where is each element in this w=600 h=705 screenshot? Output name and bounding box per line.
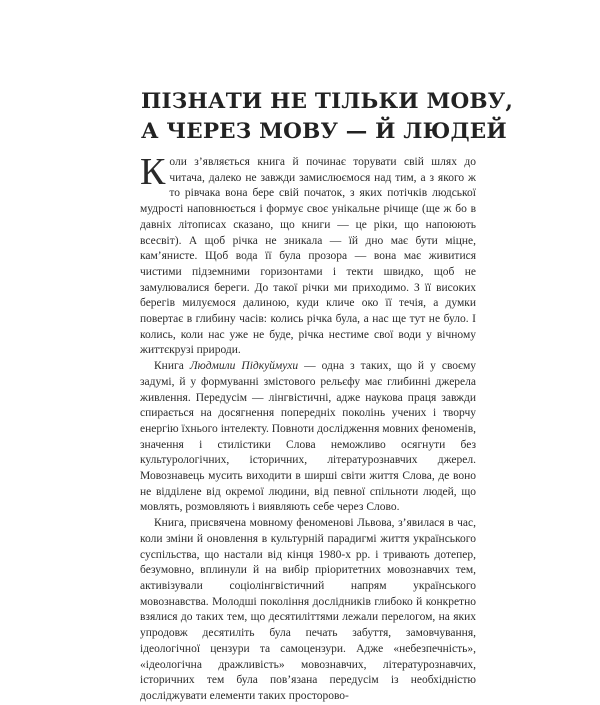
paragraph-2 xyxy=(140,359,476,516)
paragraph-2-rest: — одна з таких, що й у своєму задумі, й у формуванні змістового рельєфу має глибинні джерела живлення. Передусім — лінгвістичні, адже наукова праця завжди спирається на досягнення попередніх поколінь учених і творчу енергію їхнього інтелекту. Повноти дослідження мовних феноменів, значення і стилістики Слова неможливо осягнути без культурологічних, історичних, літературознавчих джерел. Мовознавець мусить виходити в ширші світи життя Слова, де воно не відділене від окремої людини, від певної спільноти людей, що мовлять, розмовляють і виявляють себе через Слово. xyxy=(140,360,477,514)
author-name: Людмили Підкуймухи xyxy=(189,360,299,373)
chapter-title-line-1: ПІЗНАТИ НЕ ТІЛЬКИ МОВУ, xyxy=(141,89,514,114)
body-text xyxy=(140,151,477,705)
paragraph-1 xyxy=(140,151,476,359)
chapter-title xyxy=(141,87,514,147)
paragraph-3-text: Книга, присвячена мовному феноменові Львова, з’явилася в час, коли зміни й оновлення в культурній парадигмі життя українського суспільства, що настали від кінця 1980-х рр. і тривають дотепер, безумовно, вплинули й на вибір пріоритетних мовознавчих тем, активізували соціолінгвістичний напрям українського мовознавства. Молодші покоління дослідників глибоко й конкретно взялися до таких тем, що десятиліттями лежали перелогом, на яких упродовж десятиліть була печать забуття, замовчування, ідеологічної цензури та самоцензури. Адже «небезпечність», «ідеологічна дражливість» мовознавчих, літературознавчих, історичних тем була пов’язана передусім із необхідністю досліджувати елементи таких просторово- xyxy=(140,517,476,702)
paragraph-1-text: оли з’являється книга й починає торувати свій шлях до читача, далеко не завжди замислюємося над тим, а з якого ж то рівчака вона бере свій початок, з яких потічків людської мудрості наповнюється і формує своє унікальне річище (ще ж бо в давніх літописах сказано, що книги — це ріки, що напоюють всесвіт). А щоб річка не зникала — їй дно має бути міцне, кам’янисте. Щоб вода її була прозора — вона має живитися чистими підземними горизонтами і текти швидко, щоб не замулювалися береги. До такої річки ми приходимо. З її високих берегів милуємося далиною, куди кличе око її течія, а думки повертає в глибину часів: колись річка була, а нас ще тут не було. І колись, коли нас уже не буде, річка нестиме свої води у вічному життєкрузі природи. xyxy=(140,156,476,357)
chapter-title-line-2: А ЧЕРЕЗ МОВУ — Й ЛЮДЕЙ xyxy=(141,119,507,144)
drop-cap: К xyxy=(140,151,166,193)
paragraph-2-start: Книга xyxy=(154,360,190,373)
paragraph-3 xyxy=(140,516,476,704)
